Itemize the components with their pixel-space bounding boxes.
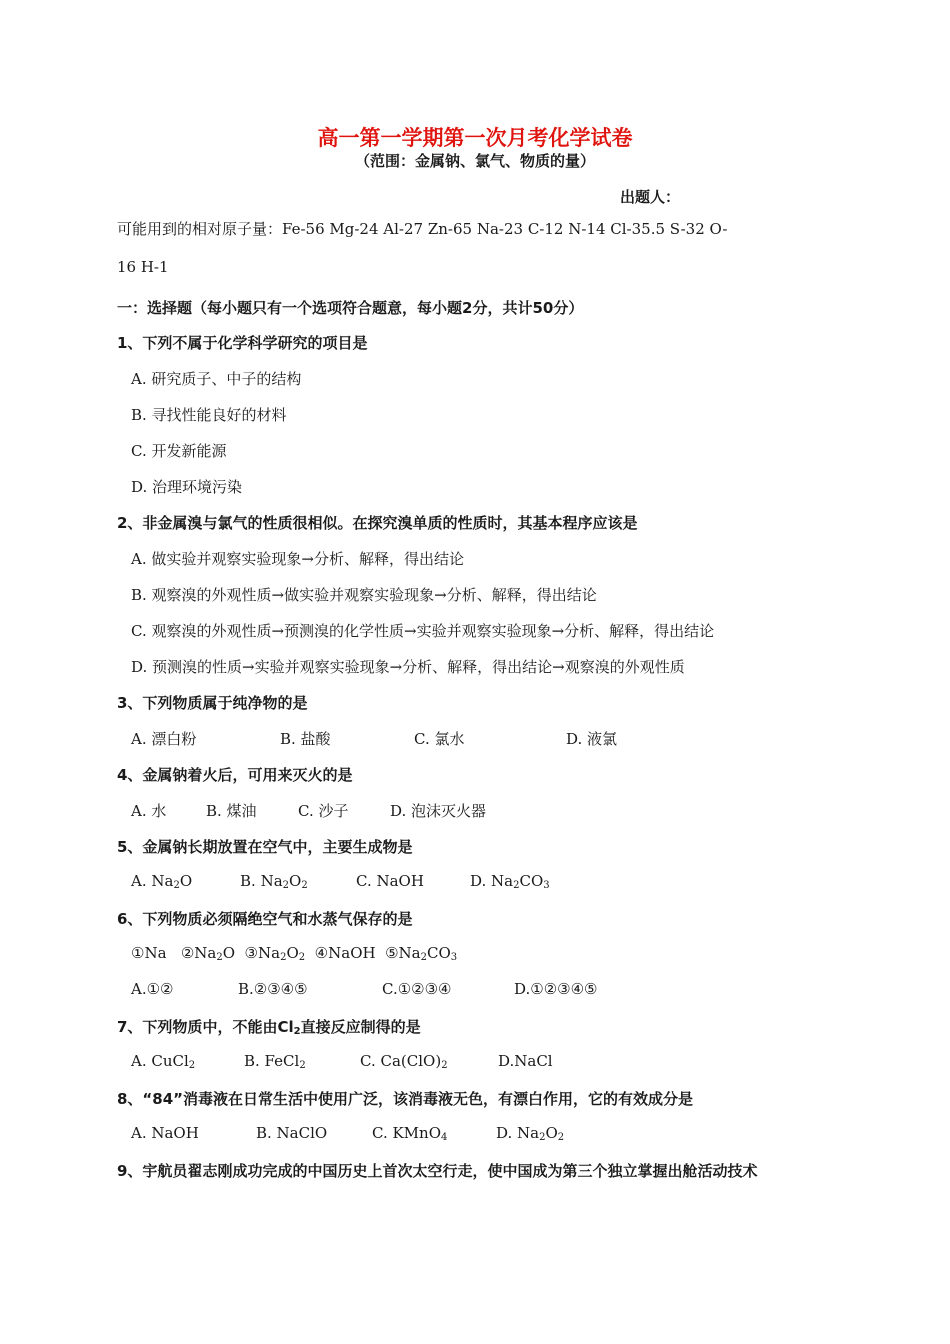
question-4-option-d: D. 泡沫灭火器 [390, 802, 487, 820]
question-1-stem: 1、下列不属于化学科学研究的项目是 [117, 334, 368, 352]
question-7-option-a: A. CuCl$_2$ [131, 1052, 196, 1071]
question-3-option-a: A. 漂白粉 [131, 730, 197, 748]
question-6-option-d: D.①②③④⑤ [514, 980, 598, 998]
question-6-stem: 6、下列物质必须隔绝空气和水蒸气保存的是 [117, 910, 413, 928]
question-3-option-c: C. 氯水 [414, 730, 465, 748]
question-1-option-d: D. 治理环境污染 [131, 478, 243, 496]
question-2-stem: 2、非金属溴与氯气的性质很相似。在探究溴单质的性质时，其基本程序应该是 [117, 514, 638, 532]
question-3-stem: 3、下列物质属于纯净物的是 [117, 694, 308, 712]
question-8-stem: 8、“84”消毒液在日常生活中使用广泛，该消毒液无色，有漂白作用，它的有效成分是 [117, 1090, 694, 1108]
page-title: 高一第一学期第一次月考化学试卷 [317, 126, 633, 150]
question-5-option-c: C. NaOH [356, 872, 424, 890]
question-8-option-a: A. NaOH [131, 1124, 199, 1142]
atomic-masses-line-2: 16 H-1 [117, 258, 169, 276]
question-6-option-b: B.②③④⑤ [238, 980, 308, 998]
question-2-option-d: D. 预测溴的性质→实验并观察实验现象→分析、解释，得出结论→观察溴的外观性质 [131, 658, 685, 676]
question-5-option-b: B. $Na_2O_2$ [240, 872, 308, 891]
question-7-option-b: B. FeCl$_2$ [244, 1052, 306, 1071]
question-4-option-a: A. 水 [131, 802, 167, 820]
question-2-option-c: C. 观察溴的外观性质→预测溴的化学性质→实验并观察实验现象→分析、解释，得出结论 [131, 622, 715, 640]
question-3-option-d: D. 液氯 [566, 730, 618, 748]
page-subtitle: （范围：金属钠、氯气、物质的量） [354, 152, 595, 170]
question-4-stem: 4、金属钠着火后，可用来灭火的是 [117, 766, 353, 784]
question-1-option-b: B. 寻找性能良好的材料 [131, 406, 287, 424]
question-8-option-c: C. KMnO$_4$ [372, 1124, 448, 1143]
question-8-option-d: D. $Na_2O_2$ [496, 1124, 565, 1143]
question-6-items: ①Na $②Na_2O$ $③Na_2O_2$ ④NaOH $⑤Na_2CO_3$ [131, 944, 458, 963]
question-6-option-c: C.①②③④ [382, 980, 452, 998]
question-2-option-a: A. 做实验并观察实验现象→分析、解释，得出结论 [131, 550, 464, 568]
atomic-masses-line-1: 可能用到的相对原子量：Fe-56 Mg-24 Al-27 Zn-65 Na-23 C-12 N-14 Cl-35.5 S-32 O- [117, 220, 728, 238]
question-5-stem: 5、金属钠长期放置在空气中，主要生成物是 [117, 838, 413, 856]
question-5-option-d: D. $Na_2CO_3$ [470, 872, 550, 891]
question-1-option-c: C. 开发新能源 [131, 442, 227, 460]
question-3-option-b: B. 盐酸 [280, 730, 331, 748]
section-heading: 一：选择题（每小题只有一个选项符合题意，每小题2分，共计50分） [117, 299, 584, 317]
question-5-option-a: A. $Na_2O$ [131, 872, 193, 891]
author-label: 出题人： [620, 188, 681, 206]
question-4-option-b: B. 煤油 [206, 802, 257, 820]
question-7-option-c: C. $Ca(ClO)_2$ [360, 1052, 448, 1071]
question-7-stem: 7、下列物质中，不能由$Cl_2$直接反应制得的是 [117, 1018, 421, 1037]
question-1-option-a: A. 研究质子、中子的结构 [131, 370, 302, 388]
question-7-option-d: D.NaCl [498, 1052, 553, 1070]
question-6-option-a: A.①② [131, 980, 174, 998]
question-8-option-b: B. NaClO [256, 1124, 328, 1142]
question-2-option-b: B. 观察溴的外观性质→做实验并观察实验现象→分析、解释，得出结论 [131, 586, 597, 604]
question-9-stem: 9、宇航员翟志刚成功完成的中国历史上首次太空行走，使中国成为第三个独立掌握出舱活动技术 [117, 1162, 758, 1180]
question-4-option-c: C. 沙子 [298, 802, 349, 820]
